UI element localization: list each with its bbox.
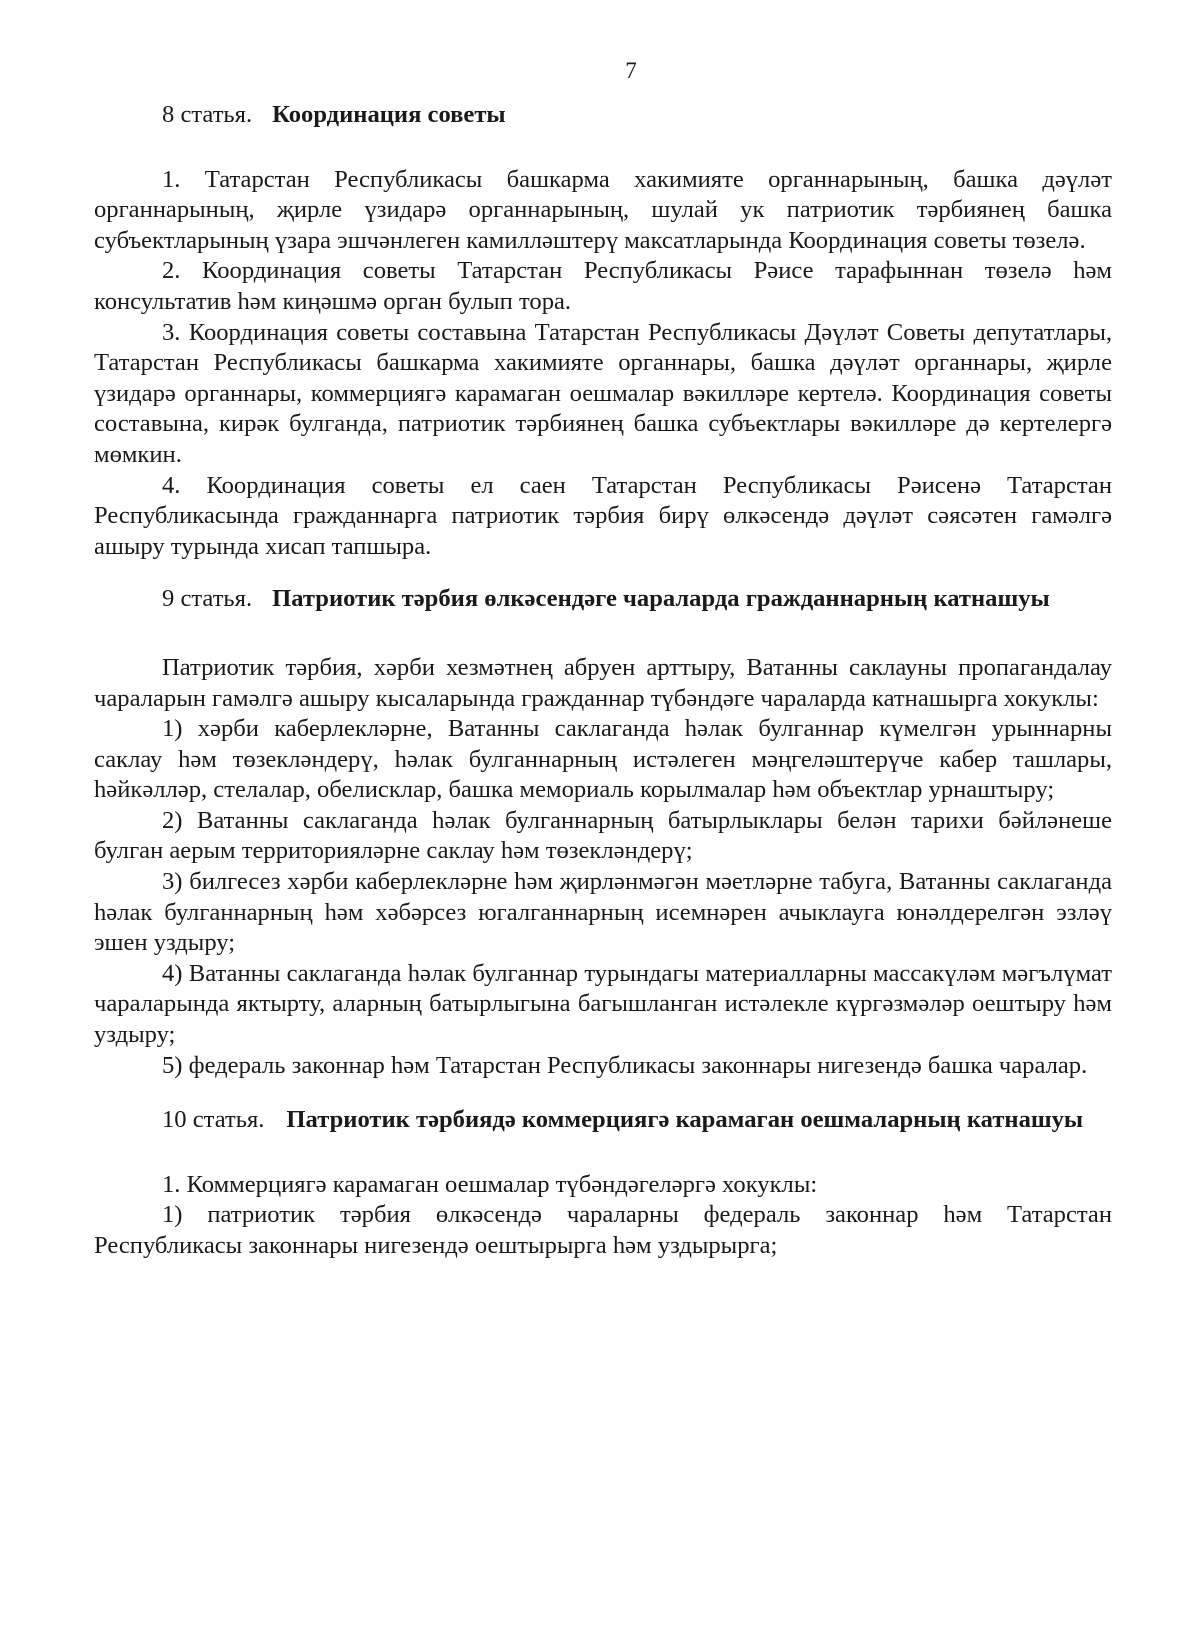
article-10-title: Патриотик тәрбиядә коммерциягә карамаган оешмаларның катнашуы	[286, 1106, 1084, 1134]
article-8-title: Координация советы	[272, 101, 506, 128]
article-8-heading	[94, 100, 1112, 131]
article-9-item-1: 1) хәрби каберлекләрне, Ватанны саклаганда һәлак булганнар күмелгән урыннарны саклау һәм төзекләндерү, һәлак булганнарның истәлеген мәңгеләштерүче кабер ташлары, һәйкәлләр, стелалар, обелисклар, башка мемориаль корылмалар һәм объектлар урнаштыру;	[94, 715, 1112, 804]
article-10-paragraph-1: 1. Коммерциягә карамаган оешмалар түбәндәгеләргә хокуклы:	[162, 1170, 818, 1198]
article-9-item-3: 3) билгесез хәрби каберлекләрне һәм җирләнмәгән мәетләрне табуга, Ватанны саклаганда һәлак булганнарның һәм хәбәрсез югалганнарның исемнәрен ачыклауга юнәлдерелгән эзләү эшен уздыру;	[94, 868, 1112, 957]
article-9-heading	[94, 584, 1112, 615]
article-9-title: Патриотик тәрбия өлкәсендәге чараларда гражданнарның катнашуы	[272, 585, 1050, 613]
article-8-paragraph-3: 3. Координация советы составына Татарстан Республикасы Дәүләт Советы депутатлары, Татарстан Республикасы башкарма хакимияте органнары, башка дәүләт органнары, җирле үзидарә органнары, коммерциягә карамаган оешмалар вәкилләре кертелә. Координация советы составына, кирәк булганда, патриотик тәрбиянең башка субъектлары вәкилләре дә кертелергә мөмкин.	[94, 318, 1112, 468]
article-8-label: 8 статья.	[162, 101, 253, 128]
article-10-heading	[94, 1105, 1112, 1136]
article-8-paragraph-4: 4. Координация советы ел саен Татарстан Республикасы Рәисенә Татарстан Республикасында гражданнарга патриотик тәрбия бирү өлкәсендә дәүләт сәясәтен гамәлгә ашыру турында хисап тапшыра.	[94, 471, 1112, 560]
article-9-paragraph-intro: Патриотик тәрбия, хәрби хезмәтнең абруен арттыру, Ватанны саклауны пропагандалау чараларын гамәлгә ашыру кысаларында гражданнар түбәндәге чараларда катнашырга хокуклы:	[94, 653, 1112, 712]
article-10-item-1: 1) патриотик тәрбия өлкәсендә чараларны федераль законнар һәм Татарстан Республикасы законнары нигезендә оештырырга һәм уздырырга;	[94, 1201, 1112, 1259]
article-9-item-4: 4) Ватанны саклаганда һәлак булганнар турындагы материалларны массакүләм мәгълүмат чараларында яктырту, аларның батырлыгына багышланган истәлекле күргәзмәләр оештыру һәм уздыру;	[94, 959, 1112, 1049]
page-content	[94, 100, 1112, 1262]
article-9-item-2: 2) Ватанны саклаганда һәлак булганнарның батырлыклары белән тарихи бәйләнеше булган аерым территорияләрне саклау һәм төзекләндерү;	[94, 806, 1112, 865]
article-9-label: 9 статья.	[162, 585, 253, 613]
article-8-paragraph-1: 1. Татарстан Республикасы башкарма хакимияте органнарының, башка дәүләт органнарының, җирле үзидарә органнарының, шулай ук патриотик тәрбиянең башка субъектларының үзара эшчәнлеген камилләштерү максатларында Координация советы төзелә.	[94, 165, 1112, 254]
page-number: 7	[625, 58, 637, 83]
article-8-paragraph-2: 2. Координация советы Татарстан Республикасы Рәисе тарафыннан төзелә һәм консультатив һәм киңәшмә орган булып тора.	[94, 257, 1112, 315]
article-9-item-5: 5) федераль законнар һәм Татарстан Республикасы законнары нигезендә башка чаралар.	[162, 1051, 1088, 1079]
article-10-label: 10 статья.	[162, 1106, 265, 1134]
